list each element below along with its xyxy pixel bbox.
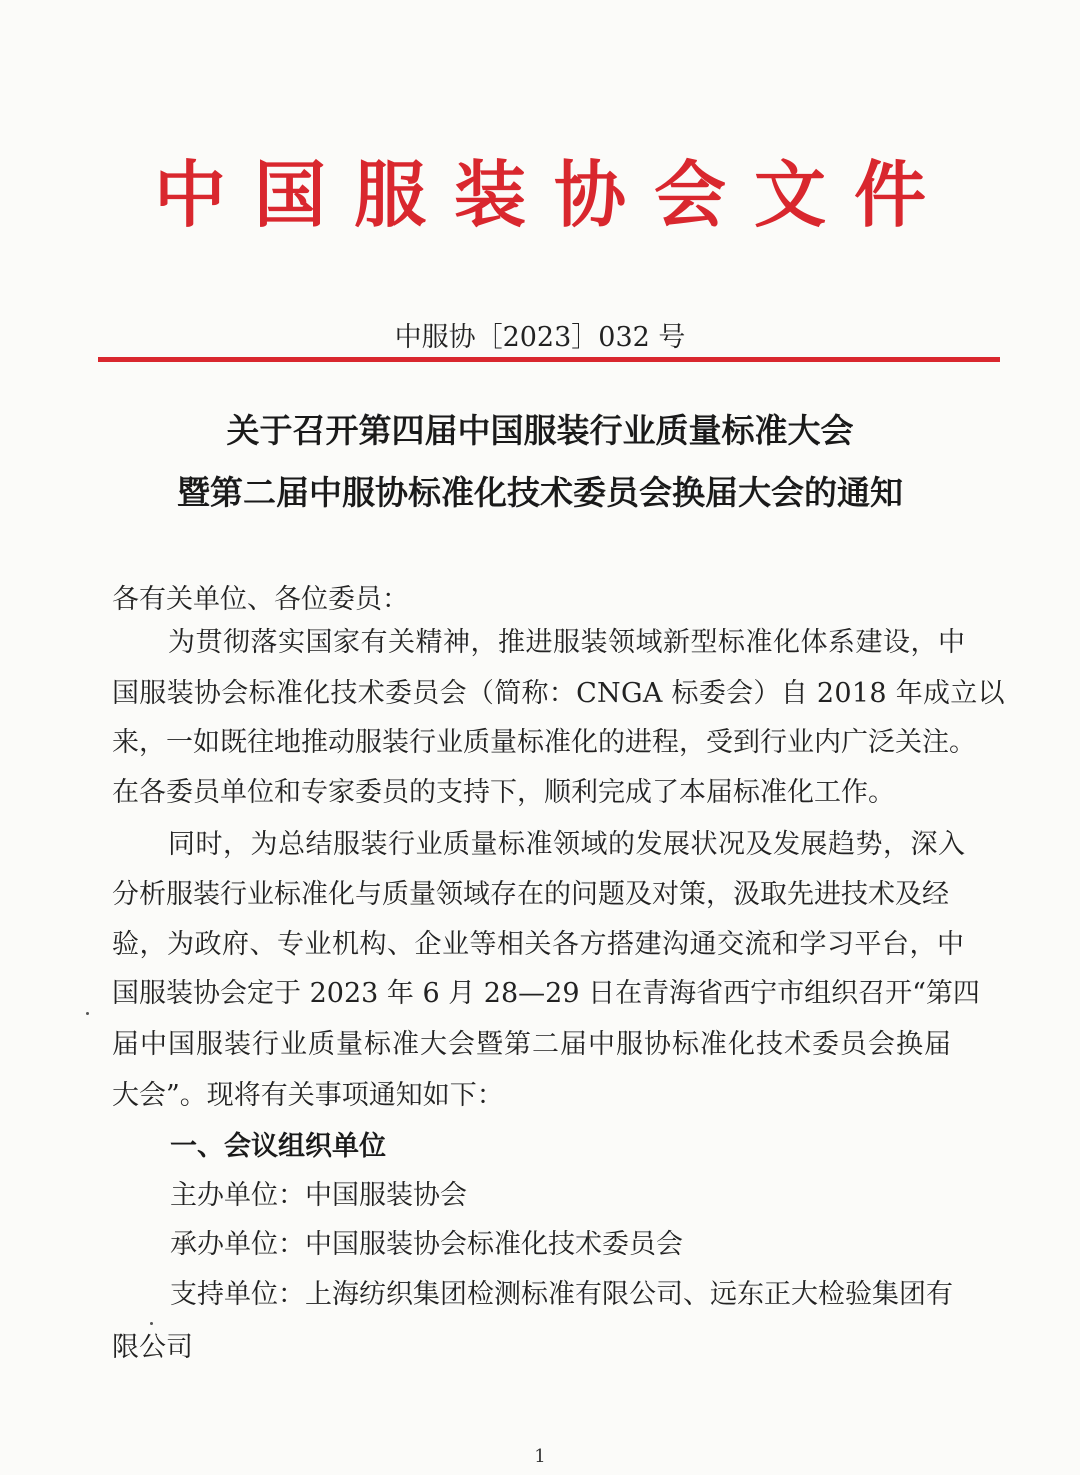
paragraph2-line-3: 验，为政府、专业机构、企业等相关各方搭建沟通交流和学习平台，中 bbox=[112, 929, 965, 960]
paragraph1-line-4: 在各委员单位和专家委员的支持下，顺利完成了本届标准化工作。 bbox=[112, 777, 895, 808]
masthead-title: 中国服装协会文件 bbox=[153, 152, 954, 237]
scan-speck bbox=[150, 1322, 153, 1325]
red-divider-rule bbox=[98, 357, 1000, 362]
supporter-unit-line-2: 限公司 bbox=[112, 1332, 193, 1363]
paragraph2-line-2: 分析服装行业标准化与质量领域存在的问题及对策，汲取先进技术及经 bbox=[112, 879, 949, 910]
paragraph2-line-5: 届中国服装行业质量标准大会暨第二届中服协标准化技术委员会换届 bbox=[112, 1029, 952, 1060]
paragraph1-line-2: 国服装协会标准化技术委员会（简称：CNGA 标委会）自 2018 年成立以 bbox=[112, 678, 1005, 709]
section-heading-organizers: 一、会议组织单位 bbox=[170, 1131, 386, 1162]
paragraph2-line-1: 同时，为总结服装行业质量标准领域的发展状况及发展趋势，深入 bbox=[168, 829, 966, 860]
paragraph1-line-1: 为贯彻落实国家有关精神，推进服装领域新型标准化体系建设，中 bbox=[168, 627, 966, 658]
document-number: 中服协［2023］032 号 bbox=[394, 322, 686, 353]
organizer-unit: 承办单位：中国服装协会标准化技术委员会 bbox=[170, 1229, 683, 1260]
notice-title-line-2: 暨第二届中服协标准化技术委员会换届大会的通知 bbox=[177, 473, 903, 512]
page-number: 1 bbox=[534, 1446, 546, 1467]
scan-speck bbox=[86, 1012, 89, 1015]
paragraph2-line-4: 国服装协会定于 2023 年 6 月 28—29 日在青海省西宁市组织召开“第四 bbox=[112, 978, 980, 1009]
notice-title-line-1: 关于召开第四届中国服装行业质量标准大会 bbox=[226, 411, 854, 450]
paragraph2-line-6: 大会”。现将有关事项通知如下： bbox=[112, 1080, 504, 1111]
paragraph1-line-3: 来，一如既往地推动服装行业质量标准化的进程，受到行业内广泛关注。 bbox=[112, 727, 976, 758]
salutation: 各有关单位、各位委员： bbox=[112, 584, 409, 615]
supporter-unit-line-1: 支持单位：上海纺织集团检测标准有限公司、远东正大检验集团有 bbox=[170, 1279, 953, 1310]
host-unit: 主办单位：中国服装协会 bbox=[170, 1180, 467, 1211]
